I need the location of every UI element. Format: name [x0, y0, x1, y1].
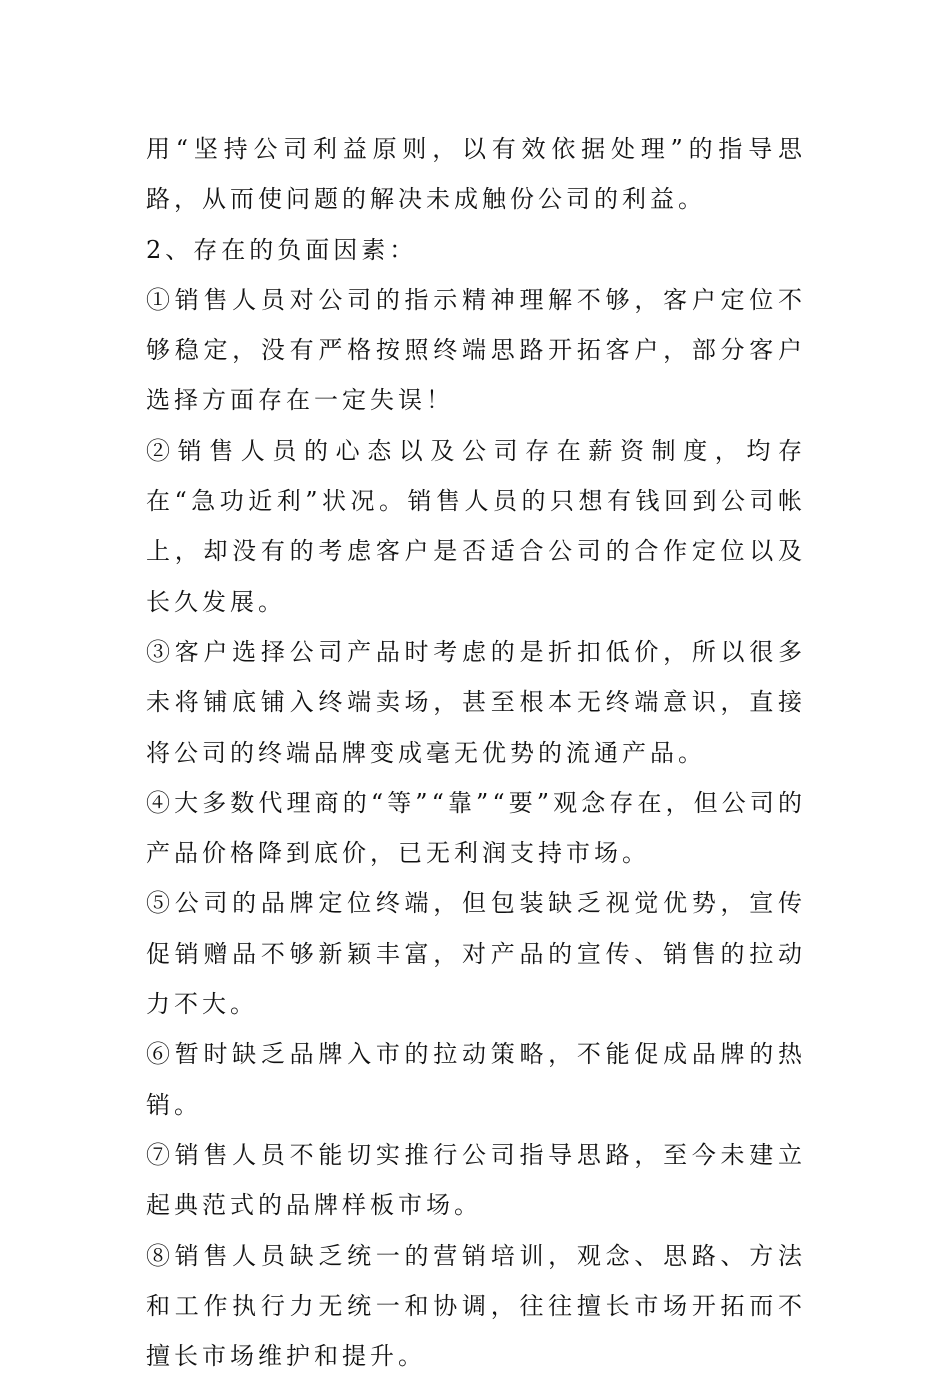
list-item-3: ③客户选择公司产品时考虑的是折扣低价，所以很多未将铺底铺入终端卖场，甚至根本无终端意识，直接将公司的终端品牌变成毫无优势的流通产品。 [146, 637, 806, 767]
list-item-6: ⑥暂时缺乏品牌入市的拉动策略，不能促成品牌的热销。 [146, 1040, 806, 1119]
list-item-7: ⑦销售人员不能切实推行公司指导思路，至今未建立起典范式的品牌样板市场。 [146, 1140, 806, 1220]
list-item-8: ⑧销售人员缺乏统一的营销培训，观念、思路、方法和工作执行力无统一和协调，往往擅长市场开拓而不擅长市场维护和提升。 [146, 1241, 806, 1371]
list-item-5: ⑤公司的品牌定位终端，但包装缺乏视觉优势，宣传促销赠品不够新颖丰富，对产品的宣传、销售的拉动力不大。 [146, 889, 806, 1019]
document-body [146, 124, 806, 1381]
section-heading-negative-factors: 2、存在的负面因素： [146, 235, 418, 264]
list-item-2: ②销售人员的心态以及公司存在薪资制度，均存在“急功近利”状况。销售人员的只想有钱回到公司帐上，却没有的考虑客户是否适合公司的合作定位以及长久发展。 [146, 436, 806, 616]
paragraph-intro-continuation: 用“坚持公司利益原则，以有效依据处理”的指导思路，从而使问题的解决未成触份公司的利益。 [146, 135, 806, 214]
list-item-1: ①销售人员对公司的指示精神理解不够，客户定位不够稳定，没有严格按照终端思路开拓客户，部分客户选择方面存在一定失误！ [146, 285, 806, 415]
list-item-4: ④大多数代理商的“等”“靠”“要”观念存在，但公司的产品价格降到底价，已无利润支持市场。 [146, 788, 806, 868]
